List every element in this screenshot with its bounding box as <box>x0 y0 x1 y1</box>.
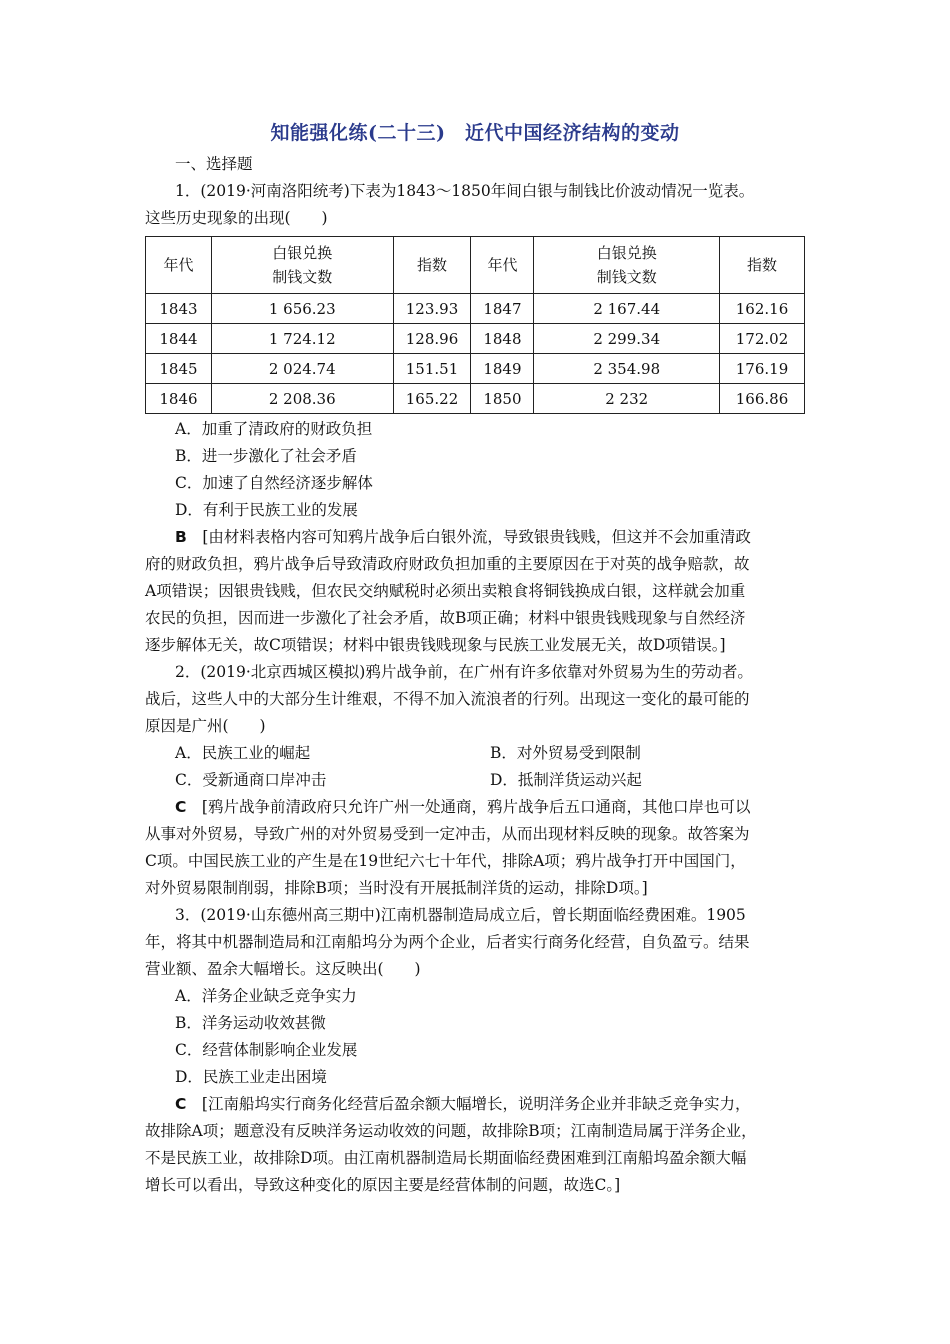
q1-explanation-line: 府的财政负担，鸦片战争后导致清政府财政负担加重的主要原因在于对英的战争赔款，故 <box>145 555 750 573</box>
header-index-1: 指数 <box>393 237 471 294</box>
q3-explanation-line: 增长可以看出，导致这种变化的原因主要是经营体制的问题，故选C。] <box>145 1176 621 1194</box>
header-year-1: 年代 <box>146 237 212 294</box>
q3-option-a: A．洋务企业缺乏竞争实力 <box>175 987 357 1005</box>
q3-stem-line: 营业额、盈余大幅增长。这反映出( ) <box>145 960 421 978</box>
q2-explanation-line: 对外贸易限制削弱，排除B项；当时没有开展抵制洋货的运动，排除D项。] <box>145 879 648 897</box>
q1-answer: B <box>175 528 187 546</box>
table-row <box>146 294 805 324</box>
q3-option-d: D．民族工业走出困境 <box>175 1068 327 1086</box>
table-row <box>146 384 805 414</box>
q3-stem-line: 3．(2019·山东德州高三期中)江南机器制造局成立后，曾长期面临经费困难。1905 <box>175 906 746 924</box>
table-row <box>146 354 805 384</box>
q1-explanation-line: A项错误；因银贵钱贱，但农民交纳赋税时必须出卖粮食将铜钱换成白银，这样就会加重 <box>145 582 746 600</box>
q3-stem-line: 年，将其中机器制造局和江南船坞分为两个企业，后者实行商务化经营，自负盈亏。结果 <box>145 933 750 951</box>
q2-options-row-2 <box>145 767 805 794</box>
header-rate-2: 白银兑换 制钱文数 <box>534 237 720 294</box>
table-cell: 2 024.74 <box>211 354 393 384</box>
q2-option-c: C．受新通商口岸冲击 <box>175 771 327 789</box>
q1-option-a: A．加重了清政府的财政负担 <box>175 420 373 438</box>
table-row <box>146 324 805 354</box>
q2-stem-line: 2．(2019·北京西城区模拟)鸦片战争前，在广州有许多依靠对外贸易为生的劳动者。 <box>175 663 753 681</box>
table-cell: 1844 <box>146 324 212 354</box>
q1-stem-line-1: 1．(2019·河南洛阳统考)下表为1843～1850年间白银与制钱比价波动情况一览表。 <box>175 182 755 200</box>
table-cell: 2 208.36 <box>211 384 393 414</box>
q1-explanation-line <box>145 524 805 551</box>
q2-stem-line: 战后，这些人中的大部分生计维艰，不得不加入流浪者的行列。出现这一变化的最可能的 <box>145 690 750 708</box>
table-header-row <box>146 237 805 294</box>
q1-option-c: C．加速了自然经济逐步解体 <box>175 474 373 492</box>
table-cell: 165.22 <box>393 384 471 414</box>
table-cell: 1850 <box>471 384 534 414</box>
table-cell: 1849 <box>471 354 534 384</box>
q3-explanation-line: 不是民族工业，故排除D项。由江南机器制造局长期面临经费困难到江南船坞盈余额大幅 <box>145 1149 747 1167</box>
header-rate-1: 白银兑换 制钱文数 <box>211 237 393 294</box>
q2-option-a: A．民族工业的崛起 <box>175 744 311 762</box>
explanation-text: [由材料表格内容可知鸦片战争后白银外流，导致银贵钱贱，但这并不会加重清政 <box>202 528 751 546</box>
table-cell: 2 299.34 <box>534 324 720 354</box>
document-page <box>145 118 805 1199</box>
q3-answer: C <box>175 1095 187 1113</box>
q2-explanation-line <box>145 794 805 821</box>
q3-explanation-line: 故排除A项；题意没有反映洋务运动收效的问题，故排除B项；江南制造局属于洋务企业， <box>145 1122 757 1140</box>
q2-option-b: B．对外贸易受到限制 <box>490 744 641 762</box>
table-cell: 128.96 <box>393 324 471 354</box>
table-cell: 166.86 <box>720 384 805 414</box>
table-cell: 1843 <box>146 294 212 324</box>
table-cell: 1 656.23 <box>211 294 393 324</box>
q1-option-d: D．有利于民族工业的发展 <box>175 501 358 519</box>
q1-stem-line-2: 这些历史现象的出现( ) <box>145 209 328 227</box>
q1-explanation-line: 农民的负担，因而进一步激化了社会矛盾，故B项正确；材料中银贵钱贱现象与自然经济 <box>145 609 746 627</box>
header-year-2: 年代 <box>471 237 534 294</box>
table-cell: 162.16 <box>720 294 805 324</box>
section-heading: 一、选择题 <box>175 155 253 173</box>
table-cell: 151.51 <box>393 354 471 384</box>
table-cell: 123.93 <box>393 294 471 324</box>
table-cell: 2 354.98 <box>534 354 720 384</box>
q2-answer: C <box>175 798 187 816</box>
table-cell: 176.19 <box>720 354 805 384</box>
q3-option-b: B．洋务运动收效甚微 <box>175 1014 326 1032</box>
q2-option-d: D．抵制洋货运动兴起 <box>490 771 642 789</box>
q1-option-b: B．进一步激化了社会矛盾 <box>175 447 357 465</box>
table-cell: 1846 <box>146 384 212 414</box>
page-title: 知能强化练(二十三) 近代中国经济结构的变动 <box>270 122 680 144</box>
q2-explanation-line: 从事对外贸易，导致广州的对外贸易受到一定冲击，从而出现材料反映的现象。故答案为 <box>145 825 750 843</box>
q2-options-row-1 <box>145 740 805 767</box>
q3-explanation-line <box>145 1091 805 1118</box>
table-cell: 1845 <box>146 354 212 384</box>
explanation-text: [江南船坞实行商务化经营后盈余额大幅增长，说明洋务企业并非缺乏竞争实力， <box>201 1095 751 1113</box>
table-cell: 2 167.44 <box>534 294 720 324</box>
table-cell: 1848 <box>471 324 534 354</box>
table-cell: 1 724.12 <box>211 324 393 354</box>
q3-option-c: C．经营体制影响企业发展 <box>175 1041 358 1059</box>
silver-copper-table <box>145 236 805 414</box>
table-cell: 1847 <box>471 294 534 324</box>
table-cell: 172.02 <box>720 324 805 354</box>
q1-explanation-line: 逐步解体无关，故C项错误；材料中银贵钱贱现象与民族工业发展无关，故D项错误。] <box>145 636 726 654</box>
q2-explanation-line: C项。中国民族工业的产生是在19世纪六七十年代，排除A项；鸦片战争打开中国国门， <box>145 852 746 870</box>
explanation-text: [鸦片战争前清政府只允许广州一处通商，鸦片战争后五口通商，其他口岸也可以 <box>201 798 751 816</box>
q2-stem-line: 原因是广州( ) <box>145 717 266 735</box>
header-index-2: 指数 <box>720 237 805 294</box>
table-cell: 2 232 <box>534 384 720 414</box>
